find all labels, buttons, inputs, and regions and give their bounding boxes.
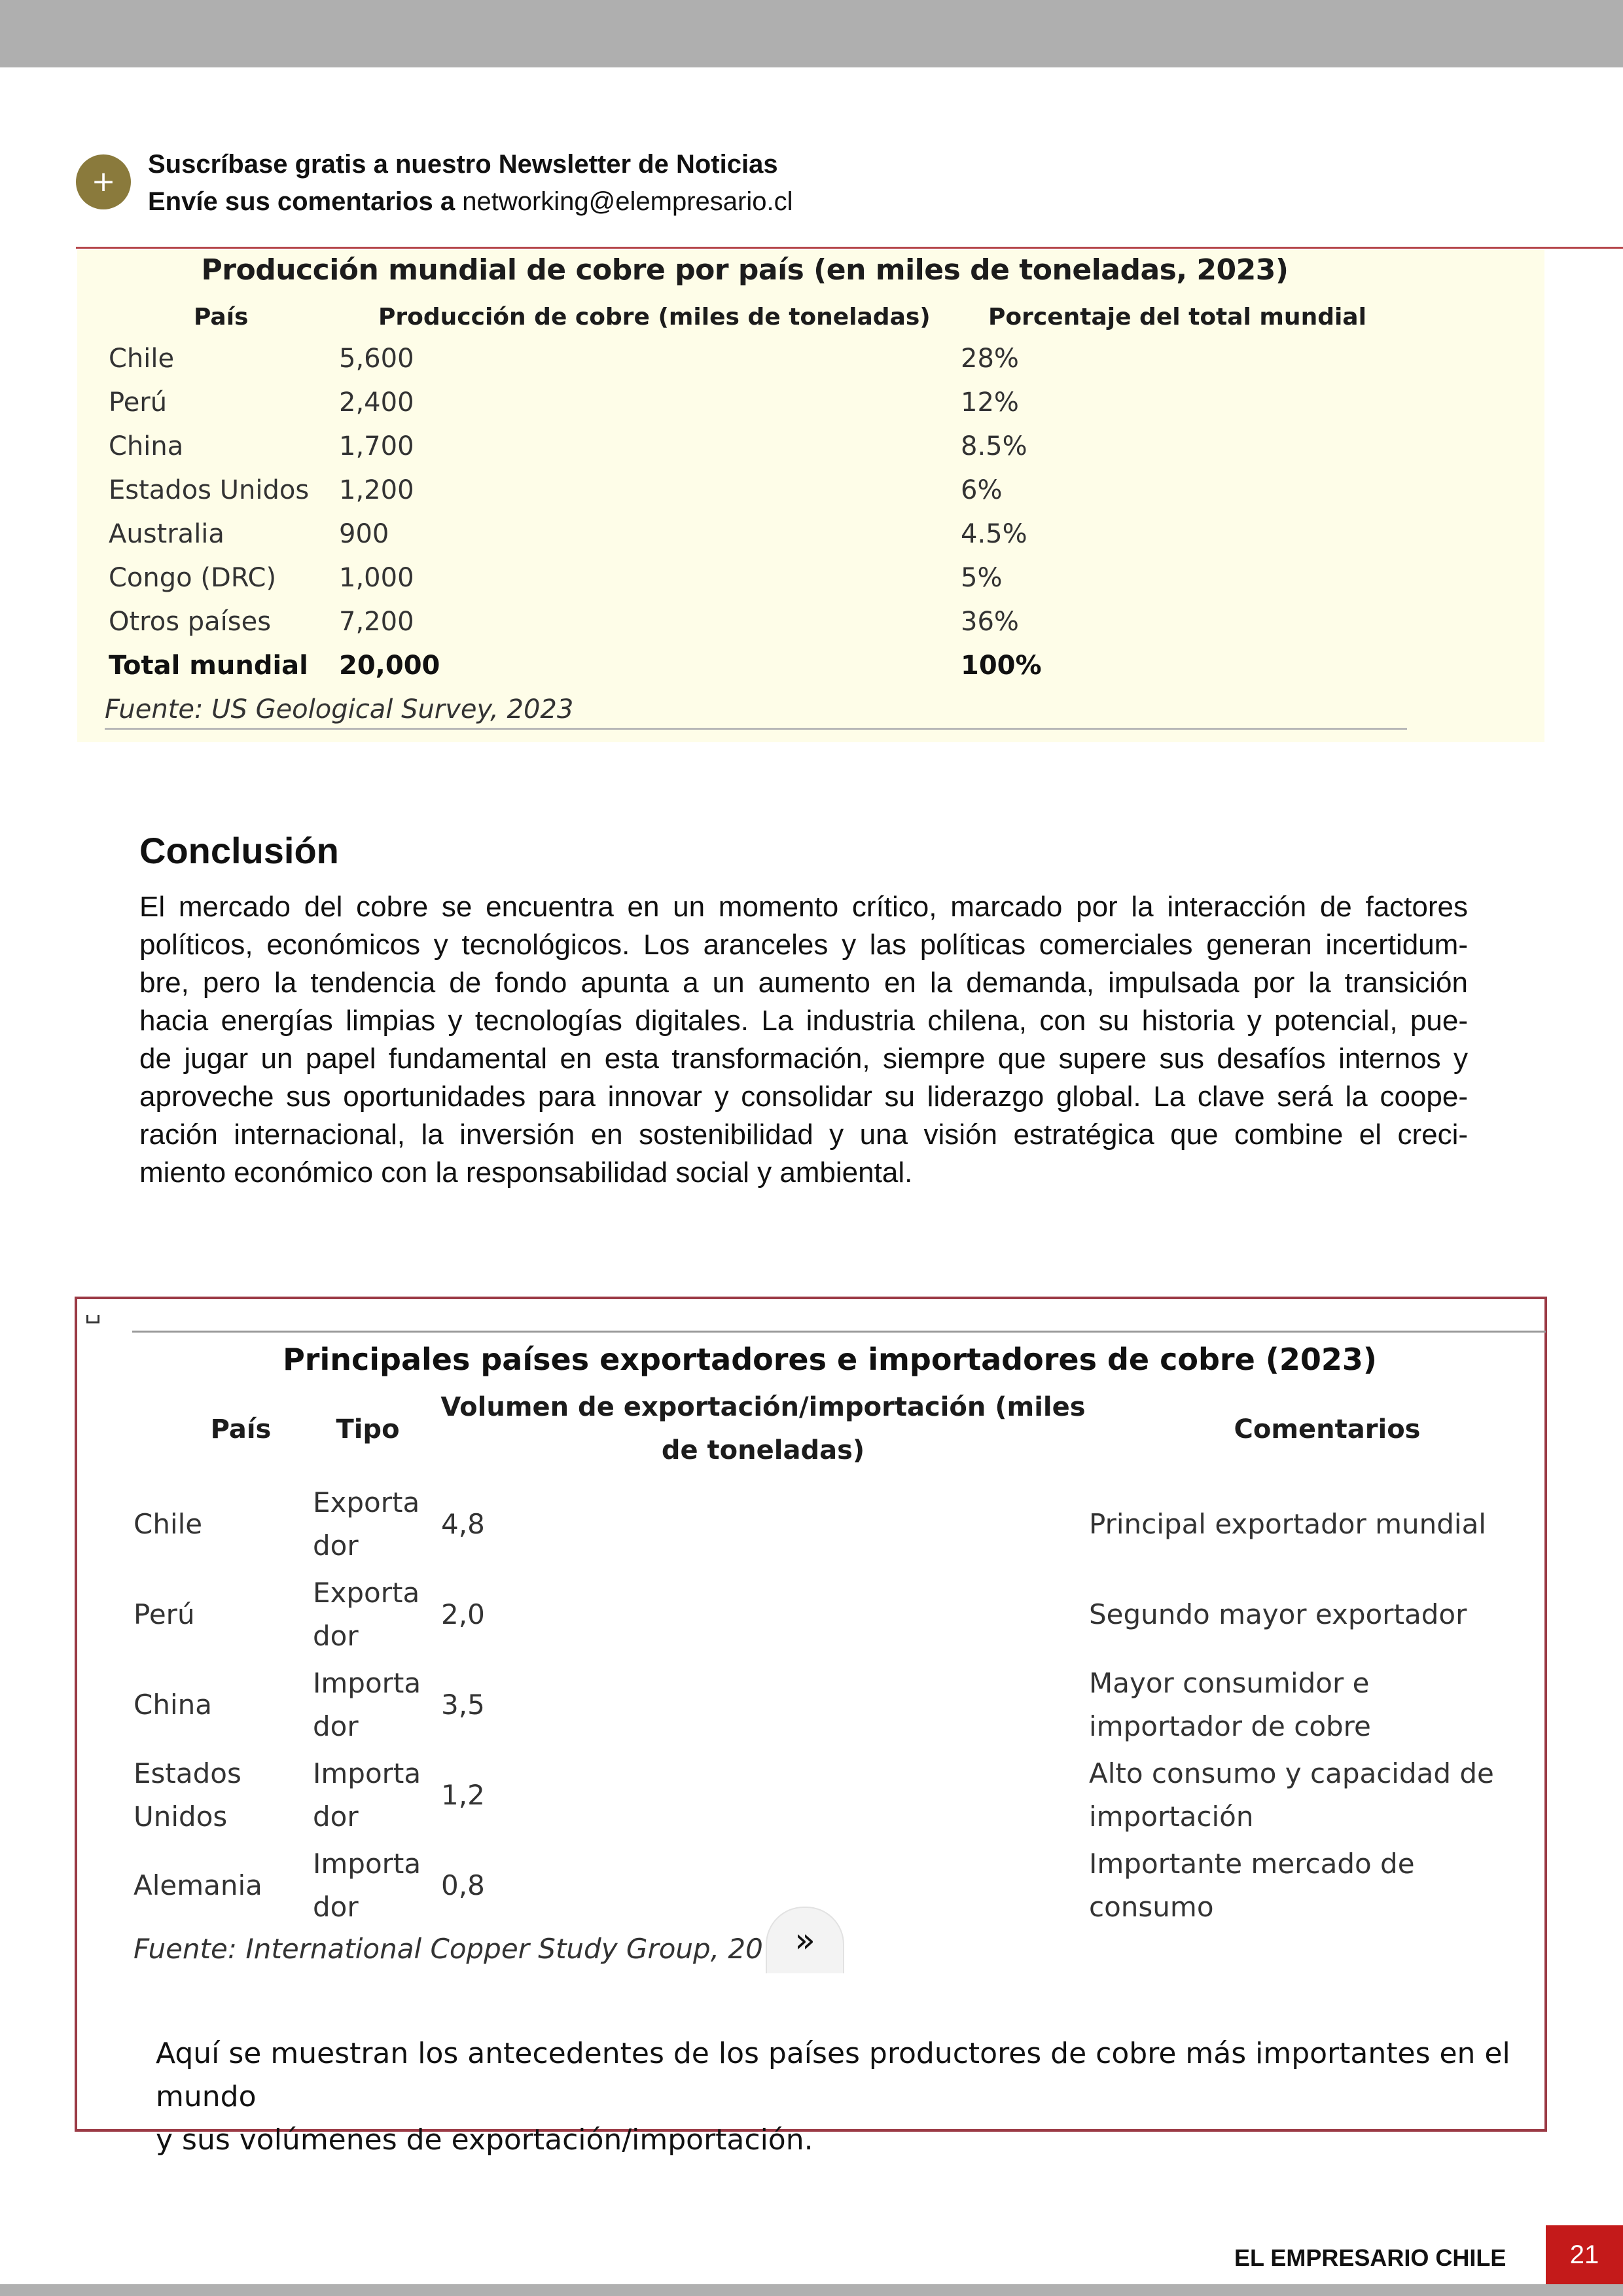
production-source: Fuente: US Geological Survey, 2023: [105, 694, 574, 725]
cell-country: China: [109, 431, 184, 461]
trade-table-title: Principales países exportadores e importadores de cobre (2023): [283, 1342, 1377, 1377]
cell-volume: 4,8: [441, 1508, 485, 1540]
cell-production: 5,600: [339, 344, 414, 374]
bottom-bar: [0, 2284, 1623, 2296]
header-volume-line: Volumen de exportación/importación (miles: [440, 1392, 1086, 1422]
cell-comment: [1089, 1662, 1371, 1748]
conclusion-line: aproveche sus oportunidades para innovar y consolidar su liderazgo global. La clave será la coope-: [139, 1081, 1468, 1113]
cell-type: [313, 1662, 421, 1748]
cell-country: [134, 1683, 212, 1727]
conclusion-line: miento económico con la responsabilidad social y ambiental.: [139, 1157, 913, 1189]
cell-comment: [1089, 1593, 1467, 1636]
conclusion-line: El mercado del cobre se encuentra en un momento crítico, marcado por la interacción de factores: [139, 891, 1468, 923]
cell-percentage: 4.5%: [961, 519, 1027, 549]
cell-country: [134, 1752, 241, 1839]
header-volume: [436, 1386, 1090, 1472]
cell-production: 2,400: [339, 387, 414, 418]
cell-comment-line: Importante mercado de: [1089, 1848, 1415, 1880]
conclusion-text: [139, 888, 1468, 1192]
source-divider: [105, 728, 1407, 730]
conclusion-line: de jugar un papel fundamental en esta transformación, siempre que supere sus desafíos internos y: [139, 1043, 1468, 1075]
cell-type: [313, 1842, 421, 1929]
production-table: [77, 250, 1544, 742]
newsletter-feedback-line: [148, 186, 793, 217]
cell-type-line: dor: [313, 1710, 359, 1742]
cell-country: Estados Unidos: [109, 475, 310, 505]
cell-production: 1,000: [339, 563, 414, 593]
header-divider: [76, 247, 1623, 249]
cell-percentage: 36%: [961, 607, 1019, 637]
feedback-label: Envíe sus comentarios a: [148, 187, 455, 216]
cell-type-line: dor: [313, 1530, 359, 1562]
cell-comment-line: consumo: [1089, 1891, 1214, 1923]
footer-brand: EL EMPRESARIO CHILE: [1234, 2244, 1507, 2271]
double-chevron-down-icon[interactable]: »: [766, 1907, 844, 1973]
cell-comment-line: Alto consumo y capacidad de: [1089, 1757, 1494, 1789]
cell-type-line: Exporta: [313, 1577, 420, 1609]
cell-comment: [1089, 1752, 1494, 1839]
caption-line: y sus volúmenes de exportación/importación.: [156, 2123, 813, 2157]
cell-country: [134, 1593, 195, 1636]
cell-production: 20,000: [339, 651, 440, 681]
cell-comment: [1089, 1503, 1486, 1546]
header-country: País: [194, 304, 249, 331]
trade-caption: [156, 2032, 1517, 2162]
cell-type-line: Importa: [313, 1667, 421, 1699]
cell-type-line: Importa: [313, 1848, 421, 1880]
cell-production: 1,200: [339, 475, 414, 505]
cell-comment-line: Principal exportador mundial: [1089, 1508, 1486, 1540]
table-top-rule: [132, 1331, 1546, 1333]
conclusion-line: bre, pero la tendencia de fondo apunta a un aumento en la demanda, impulsada por la transición: [139, 967, 1468, 999]
header-production: Producción de cobre (miles de toneladas): [378, 304, 931, 331]
cell-country-line: Alemania: [134, 1869, 262, 1901]
cell-type-line: dor: [313, 1801, 359, 1833]
cell-country: Total mundial: [109, 651, 308, 681]
cell-country: Australia: [109, 519, 224, 549]
conclusion-line: políticos, económicos y tecnológicos. Los aranceles y las políticas comerciales generan incertidum-: [139, 929, 1468, 961]
corner-mark-icon: [86, 1315, 99, 1323]
newsletter-subscribe-text: Suscríbase gratis a nuestro Newsletter de Noticias: [148, 150, 778, 179]
cell-comment-line: importador de cobre: [1089, 1710, 1371, 1742]
cell-comment: [1089, 1842, 1415, 1929]
cell-percentage: 12%: [961, 387, 1019, 418]
cell-country: Otros países: [109, 607, 272, 637]
cell-percentage: 5%: [961, 563, 1003, 593]
trade-source: Fuente: International Copper Study Group, 20: [134, 1933, 763, 1965]
cell-country: Chile: [109, 344, 175, 374]
cell-country-line: China: [134, 1689, 212, 1721]
cell-comment-line: Segundo mayor exportador: [1089, 1598, 1467, 1630]
cell-country: [134, 1503, 202, 1546]
feedback-email-link[interactable]: networking@elempresario.cl: [462, 187, 793, 216]
cell-production: 1,700: [339, 431, 414, 461]
cell-type: [313, 1481, 419, 1568]
cell-country: Congo (DRC): [109, 563, 277, 593]
header-type: Tipo: [336, 1414, 400, 1444]
cell-production: 900: [339, 519, 389, 549]
cell-type: [313, 1752, 421, 1839]
cell-country-line: Perú: [134, 1598, 195, 1630]
cell-volume: 1,2: [441, 1779, 485, 1811]
conclusion-title: Conclusión: [139, 830, 339, 871]
conclusion-line: ración internacional, la inversión en sostenibilidad y una visión estratégica que combine el creci-: [139, 1119, 1468, 1151]
cell-country-line: Estados: [134, 1757, 241, 1789]
cell-production: 7,200: [339, 607, 414, 637]
cell-type-line: Exporta: [313, 1486, 420, 1518]
page-number: 21: [1546, 2225, 1623, 2284]
plus-icon[interactable]: +: [76, 154, 131, 209]
cell-country-line: Chile: [134, 1508, 203, 1540]
cell-country: Perú: [109, 387, 168, 418]
conclusion-line: hacia energías limpias y tecnologías digitales. La industria chilena, con su historia y potencial, pue-: [139, 1005, 1468, 1037]
cell-type-line: dor: [313, 1891, 359, 1923]
cell-volume: 3,5: [441, 1689, 485, 1721]
header-country: País: [210, 1414, 272, 1444]
cell-percentage: 100%: [961, 651, 1042, 681]
cell-country-line: Unidos: [134, 1801, 228, 1833]
cell-type: [313, 1571, 419, 1658]
cell-type-line: dor: [313, 1620, 359, 1652]
cell-type-line: Importa: [313, 1757, 421, 1789]
trade-table-box: [75, 1297, 1547, 2157]
cell-comment-line: Mayor consumidor e: [1089, 1667, 1370, 1699]
cell-percentage: 28%: [961, 344, 1019, 374]
cell-comment-line: importación: [1089, 1801, 1254, 1833]
production-table-title: Producción mundial de cobre por país (en miles de toneladas, 2023): [201, 253, 1289, 287]
cell-country: [134, 1864, 262, 1907]
cell-volume: 2,0: [441, 1598, 485, 1630]
caption-line: Aquí se muestran los antecedentes de los países productores de cobre más importantes en el mundo: [156, 2037, 1510, 2113]
cell-percentage: 8.5%: [961, 431, 1027, 461]
cell-percentage: 6%: [961, 475, 1003, 505]
top-bar: [0, 0, 1623, 67]
cell-volume: 0,8: [441, 1869, 485, 1901]
header-comments: Comentarios: [1234, 1414, 1421, 1444]
header-volume-line: de toneladas): [661, 1435, 865, 1465]
header-percentage: Porcentaje del total mundial: [988, 304, 1366, 331]
